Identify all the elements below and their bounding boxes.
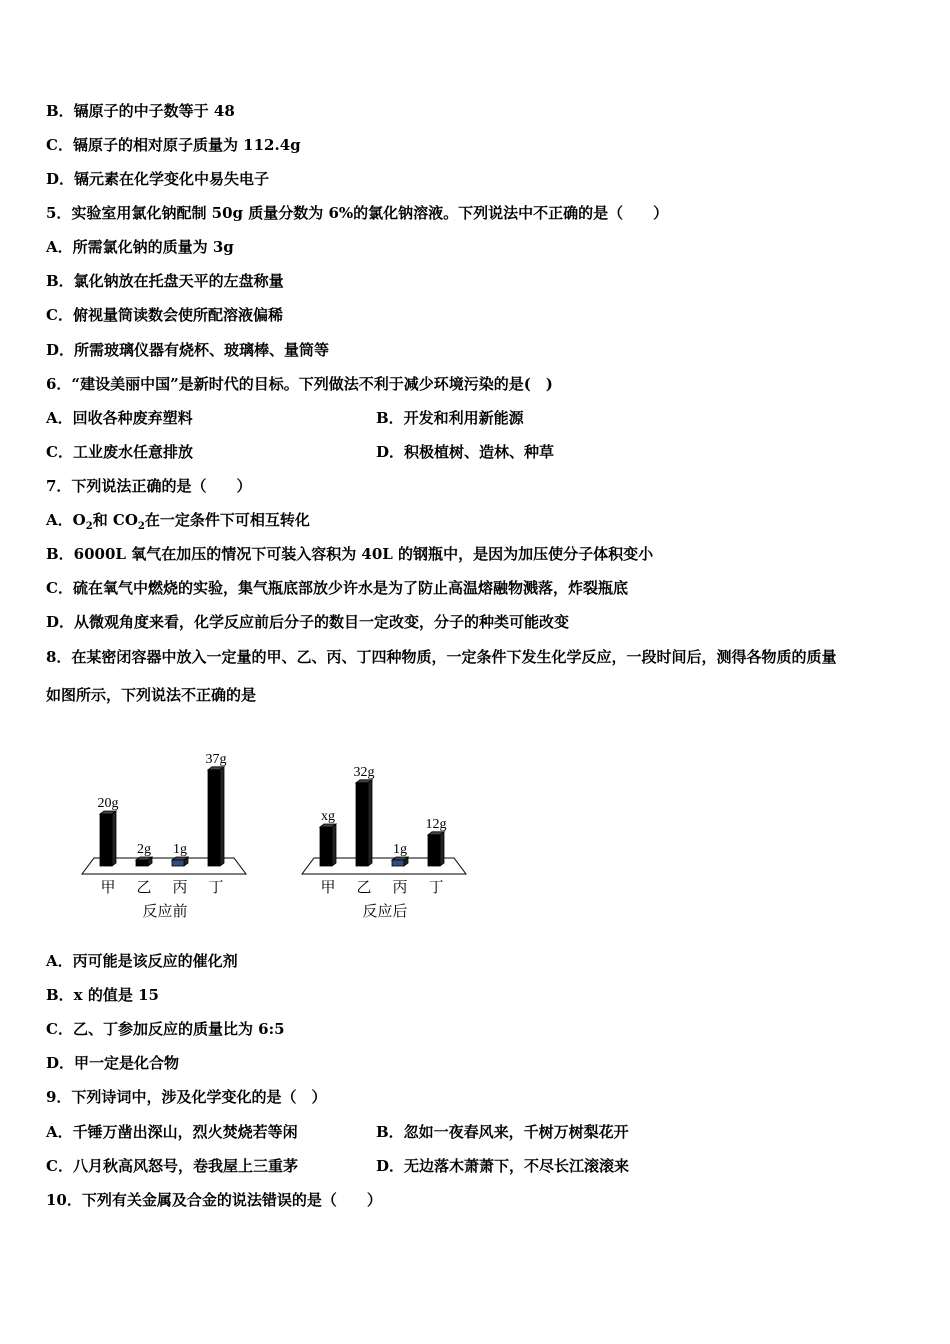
q9-option-b: B．忽如一夜春风来，千树万树梨花开 <box>376 1123 629 1141</box>
q7-option-b: B．6000L 氧气在加压的情况下可装入容积为 40L 的钢瓶中，是因为加压使分子体积变小 <box>46 545 654 563</box>
category-label: 丁 <box>208 880 224 896</box>
q8-option-a: A．丙可能是该反应的催化剂 <box>46 952 238 970</box>
category-label: 丙 <box>172 880 188 896</box>
bar-甲 <box>100 811 116 866</box>
q6-stem: 6．“建设美丽中国”是新时代的目标。下列做法不利于减少环境污染的是( ) <box>46 375 553 393</box>
q9-stem: 9．下列诗词中，涉及化学变化的是（ ） <box>46 1088 327 1106</box>
bar-value-label: 37g <box>205 751 227 767</box>
q8-option-b: B．x 的值是 15 <box>46 986 159 1004</box>
q9-option-d: D．无边落木萧萧下，不尽长江滚滚来 <box>376 1157 630 1175</box>
q8-option-d: D．甲一定是化合物 <box>46 1054 180 1072</box>
q9-row-1 <box>46 1122 629 1142</box>
bar-value-label: 2g <box>137 842 151 857</box>
q5-stem: 5．实验室用氯化钠配制 50g 质量分数为 6%的氯化钠溶液。下列说法中不正确的是（ ） <box>46 204 669 222</box>
q6-option-b: B．开发和利用新能源 <box>376 409 524 427</box>
q6-row-2 <box>46 442 555 462</box>
category-label: 丙 <box>392 880 408 896</box>
q5-option-b: B．氯化钠放在托盘天平的左盘称量 <box>46 272 284 290</box>
bar-value-label: 12g <box>425 816 447 832</box>
q6-option-c: C．工业废水任意排放 <box>46 443 193 461</box>
bar-乙 <box>136 857 152 866</box>
q7-option-a: A．$O_2$和 $CO_2$在一定条件下可相互转化 <box>46 511 310 532</box>
q6-row-1 <box>46 408 524 428</box>
q4-option-d: D．镉元素在化学变化中易失电子 <box>46 170 270 188</box>
q8-stem-line-1: 8．在某密闭容器中放入一定量的甲、乙、丙、丁四种物质，一定条件下发生化学反应，一段时间后，测得各物质的质量 <box>46 648 837 666</box>
q7-option-c: C．硫在氧气中燃烧的实验，集气瓶底部放少许水是为了防止高温熔融物溅落，炸裂瓶底 <box>46 579 628 597</box>
q10-stem: 10．下列有关金属及合金的说法错误的是（ ） <box>46 1191 382 1209</box>
q7-stem: 7．下列说法正确的是（ ） <box>46 477 252 495</box>
bar-chart-after-reaction <box>290 725 480 925</box>
bar-丙 <box>172 857 188 866</box>
q6-option-d: D．积极植树、造林、种草 <box>376 443 555 461</box>
q9-option-a: A．千锤万凿出深山，烈火焚烧若等闲 <box>46 1123 298 1141</box>
bar-丁 <box>428 832 444 866</box>
q5-option-a: A．所需氯化钠的质量为 3g <box>46 238 234 256</box>
bar-chart-before-reaction <box>70 725 260 925</box>
bar-value-label: xg <box>321 809 335 824</box>
q6-option-a: A．回收各种废弃塑料 <box>46 409 193 427</box>
category-label: 乙 <box>356 880 372 896</box>
q7-option-d: D．从微观角度来看，化学反应前后分子的数目一定改变，分子的种类可能改变 <box>46 613 570 631</box>
bar-乙 <box>356 780 372 866</box>
category-label: 乙 <box>136 880 152 896</box>
bar-value-label: 1g <box>393 842 407 857</box>
category-label: 甲 <box>100 880 116 896</box>
bar-丁 <box>208 767 224 866</box>
q9-row-2 <box>46 1156 630 1176</box>
chart-title: 反应前 <box>142 904 188 920</box>
q8-stem-line-2: 如图所示，下列说法不正确的是 <box>46 686 257 704</box>
bar-value-label: 20g <box>97 796 119 811</box>
category-label: 丁 <box>428 880 444 896</box>
q5-option-d: D．所需玻璃仪器有烧杯、玻璃棒、量筒等 <box>46 341 330 359</box>
q9-option-c: C．八月秋高风怒号，卷我屋上三重茅 <box>46 1157 298 1175</box>
bar-value-label: 1g <box>173 842 187 857</box>
chart-title: 反应后 <box>362 904 408 920</box>
category-label: 甲 <box>320 880 336 896</box>
bar-甲 <box>320 824 336 866</box>
q4-option-c: C．镉原子的相对原子质量为 112.4g <box>46 136 301 154</box>
q5-option-c: C．俯视量筒读数会使所配溶液偏稀 <box>46 306 283 324</box>
bar-丙 <box>392 857 408 866</box>
bar-value-label: 32g <box>353 764 375 780</box>
q4-option-b: B．镉原子的中子数等于 48 <box>46 102 235 120</box>
q8-option-c: C．乙、丁参加反应的质量比为 6:5 <box>46 1020 285 1038</box>
